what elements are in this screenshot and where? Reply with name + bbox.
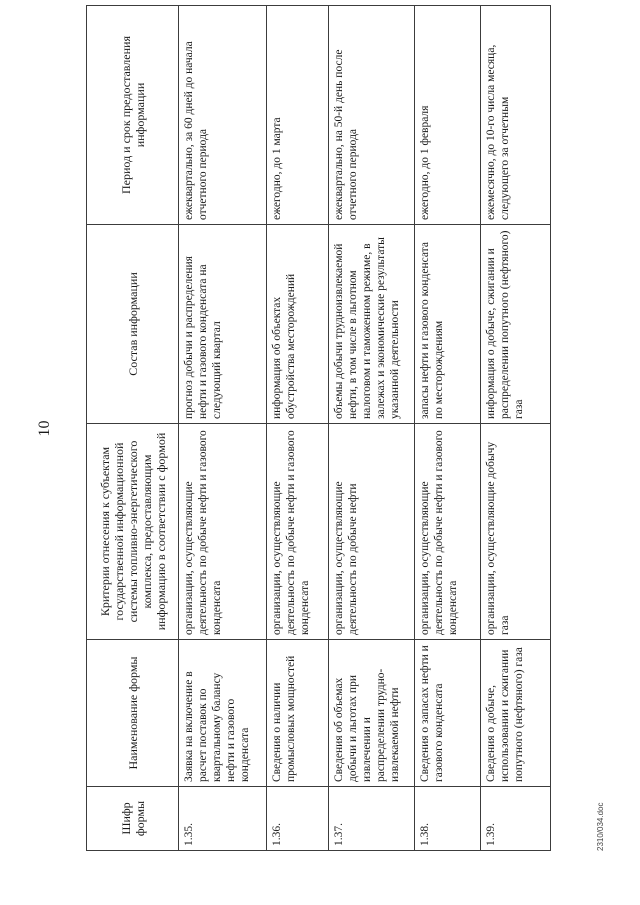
cell-content: запасы нефти и газового конденсата по месторождениям <box>415 225 481 424</box>
cell-criteria: организации, осуществляющие добычу газа <box>481 424 551 640</box>
rotated-document-page <box>36 6 604 851</box>
table-header-row <box>87 6 179 851</box>
forms-table <box>86 5 551 851</box>
cell-period: ежеквартально, на 50-й день после отчетного периода <box>329 6 415 225</box>
cell-period: ежеквартально, за 60 дней до начала отчетного периода <box>179 6 267 225</box>
cell-content: информация о добыче, сжигании и распределении попутного (нефтяного) газа <box>481 225 551 424</box>
cell-name: Сведения о запасах нефти и газового конденсата <box>415 640 481 787</box>
cell-code: 1.38. <box>415 787 481 851</box>
cell-code: 1.36. <box>267 787 329 851</box>
table-row <box>267 6 329 851</box>
header-name: Наименование формы <box>87 640 179 787</box>
cell-criteria: организации, осуществляющие деятельность по добыче нефти и газового конденсата <box>267 424 329 640</box>
cell-code: 1.37. <box>329 787 415 851</box>
cell-criteria: организации, осуществляющие деятельность по добыче нефти <box>329 424 415 640</box>
cell-period: ежегодно, до 1 марта <box>267 6 329 225</box>
cell-period: ежегодно, до 1 февраля <box>415 6 481 225</box>
header-code: Шифр формы <box>87 787 179 851</box>
table-row <box>481 6 551 851</box>
cell-criteria: организации, осуществляющие деятельность по добыче нефти и газового конденсата <box>415 424 481 640</box>
cell-content: информация об объектах обустройства месторождений <box>267 225 329 424</box>
header-criteria: Критерии отнесения к субъектам государственной информационной системы топливно-энергетического комплекса, предоставляющим информацию в соответствии с формой <box>87 424 179 640</box>
header-period: Период и срок предоставления информации <box>87 6 179 225</box>
cell-period: ежемесячно, до 10-го числа месяца, следующего за отчетным <box>481 6 551 225</box>
cell-code: 1.35. <box>179 787 267 851</box>
cell-name: Сведения о наличии промысловых мощностей <box>267 640 329 787</box>
header-content: Состав информации <box>87 225 179 424</box>
footer-document-code: 2310/034.doc <box>596 802 605 851</box>
table-row <box>415 6 481 851</box>
cell-criteria: организации, осуществляющие деятельность по добыче нефти и газового конденсата <box>179 424 267 640</box>
table-row <box>179 6 267 851</box>
table-row <box>329 6 415 851</box>
cell-content: прогноз добычи и распределения нефти и газового конденсата на следующий квартал <box>179 225 267 424</box>
cell-code: 1.39. <box>481 787 551 851</box>
cell-name: Сведения об объемах добычи и льготах при извлечении и распределении трудно-извлекаемой нефти <box>329 640 415 787</box>
page-number: 10 <box>36 420 53 437</box>
cell-name: Заявка на включение в расчет поставок по квартальному балансу нефти и газового конденсата <box>179 640 267 787</box>
cell-content: объемы добычи трудноизвлекаемой нефти, в том числе в льготном налоговом и таможенном режиме, в залежах и экономические результаты указанной деятельности <box>329 225 415 424</box>
cell-name: Сведения о добыче, использовании и сжигании попутного (нефтяного) газа <box>481 640 551 787</box>
